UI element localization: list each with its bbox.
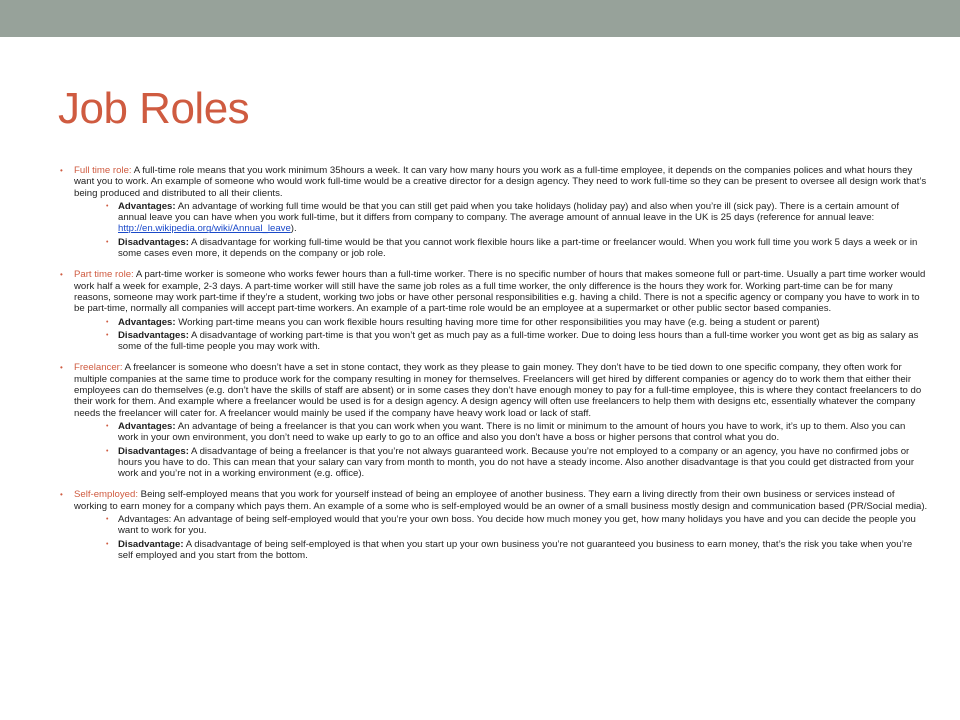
bullet-icon: • (106, 202, 109, 210)
sub-text: Working part-time means you can work flexible hours resulting having more time for other responsibilities you may have (e.g. being a student or parent) (175, 316, 820, 328)
sub-text: An advantage of working full time would be that you can still get paid when you take holidays (holiday pay) and also when you’re ill (sick pay). There is a certain amount of annual leave you can have when you work full-time, but it differs from company to company. The average amount of annual leave in the UK is 25 days (reference for annual leave: (118, 200, 900, 224)
sub-heading: Advantages: (118, 200, 176, 212)
section-freelancer (60, 362, 928, 479)
sub-item-advantages (106, 514, 928, 537)
section-part-time (60, 269, 928, 352)
bullet-icon: • (106, 447, 109, 455)
sub-text: A disadvantage of being self-employed is that when you start up your own business you’re not guaranteed you business to earn money, that’s the risk you take when you’re self employed and you start from the bottom. (118, 538, 913, 561)
sub-heading: Advantages: (118, 316, 176, 328)
bullet-icon: • (106, 238, 109, 246)
sub-text: A disadvantage for working full-time would be that you cannot work flexible hours like a part-time or freelancer would. When you work full time you work 5 days a week or in some cases even more, it depends on the company or job role. (118, 236, 918, 260)
bullet-icon: • (106, 331, 109, 339)
bullet-icon: • (60, 363, 63, 373)
slide-content (60, 165, 928, 571)
sub-item-advantages (106, 421, 928, 444)
section-text: A part-time worker is someone who works fewer hours than a full-time worker. There is no specific number of hours that makes someone full or part-time. Usually a part time worker would work half a week for example, 2-3 days. A part-time worker will still have the same job roles as a full time worker, the only difference is the hours they work for. Working part-time can be for many reasons, someone may work part-time if they’re a student, working two jobs or have other personal responsibilities e.g. having a child. There is not a specific agency or company you have to work in to be part-time, normally all companies will accept part-time workers. An example of a part-time role would be an employee at a supermarket or other public sector based companies. (74, 269, 926, 315)
sub-heading: Disadvantages: (118, 329, 189, 341)
section-heading: Self-employed: (74, 489, 138, 501)
section-self-employed (60, 489, 928, 561)
section-text: Being self-employed means that you work for yourself instead of being an employee of another business. They earn a living directly from their own business or services instead of working to earn money for a company which pays them. An example of a some who is self-employed would be an owner of a small business mostly design and communication based (PR/Social media). (74, 489, 928, 512)
sub-item-advantages (106, 317, 928, 328)
annual-leave-link[interactable]: http://en.wikipedia.org/wiki/Annual_leave (118, 223, 291, 235)
bullet-icon: • (60, 270, 63, 280)
sub-text: : An advantage of being self-employed would that you’re your own boss. You decide how much money you get, how many holidays you have and you can decide the people you want to work for you. (118, 514, 916, 537)
sub-item-advantages (106, 201, 928, 235)
bullet-icon: • (106, 516, 109, 524)
sub-text: An advantage of being a freelancer is that you can work when you want. There is no limit or minimum to the amount of hours you have to work, it’s up to them. Also you can work in your own environment, you don’t need to wake up early to go to an office and also you don’t have a boss or higher persons that control what you do. (118, 420, 906, 444)
sub-text: A disadvantage of working part-time is that you won’t get as much pay as a full-time worker. Due to doing less hours than a full-time worker you wont get as big as salary as some of the full-time people you may work with. (118, 329, 919, 353)
sub-item-disadvantages (106, 539, 928, 562)
slide-title: Job Roles (58, 84, 250, 133)
bullet-icon: • (106, 540, 109, 548)
bullet-icon: • (106, 318, 109, 326)
sub-text: A disadvantage of being a freelancer is that you’re not always guaranteed work. Because you’re not employed to a company or an agency, you have no confirmed jobs or hours you have to do. This can mean that your salary can vary from month to month, you do not have a steady income. Also another disadvantage is that you could get distracted from your work and you’re not in a working environment (e.g. office). (118, 445, 915, 480)
sub-heading: Disadvantages: (118, 236, 189, 248)
section-text: A freelancer is someone who doesn’t have a set in stone contact, they work as they please to gain money. They don’t have to be tied down to one specific company, they often work for multiple companies at the same time to produce work for the company resulting in money for themselves. Freelancers will get hired by different companies or agency do to work them that either their employees can do themselves (e.g. don’t have the skills of staff are absent) or in some cases they don’t have enough money to pay for a full-time employee, this is where they contact freelancers to do their work for them. And example where a freelancer would be used is for a design agency. A design agency will often use freelancers to help them with designs etc, essentially whatever the company needs the freelancer will cater for. A freelancer would mainly be used if the company have heavy work load or lack of staff. (74, 362, 922, 419)
section-text: A full-time role means that you work minimum 35hours a week. It can vary how many hours you work as a full-time employee, it depends on the companies polices and what hours they want you to work. An example of someone who would work full-time would be a creative director for a design agency. They need to work full-time so they can be present to oversee all design work that’s being produced and distributed to all their clients. (74, 165, 927, 199)
sub-heading: Disadvantages: (118, 445, 189, 457)
section-heading: Part time role: (74, 269, 134, 281)
section-heading: Freelancer: (74, 362, 123, 374)
bullet-icon: • (60, 166, 63, 175)
sub-heading: Advantages: (118, 420, 176, 432)
top-bar (0, 0, 960, 37)
sub-heading: Disadvantage: (118, 538, 184, 550)
sub-heading: Advantages (118, 514, 169, 526)
bullet-icon: • (60, 490, 63, 500)
sub-item-disadvantages (106, 446, 928, 480)
section-heading: Full time role: (74, 165, 132, 176)
sub-item-disadvantages (106, 237, 928, 260)
bullet-icon: • (106, 422, 109, 430)
sub-text-after: ). (290, 223, 297, 235)
section-full-time (60, 165, 928, 259)
sub-item-disadvantages (106, 330, 928, 353)
